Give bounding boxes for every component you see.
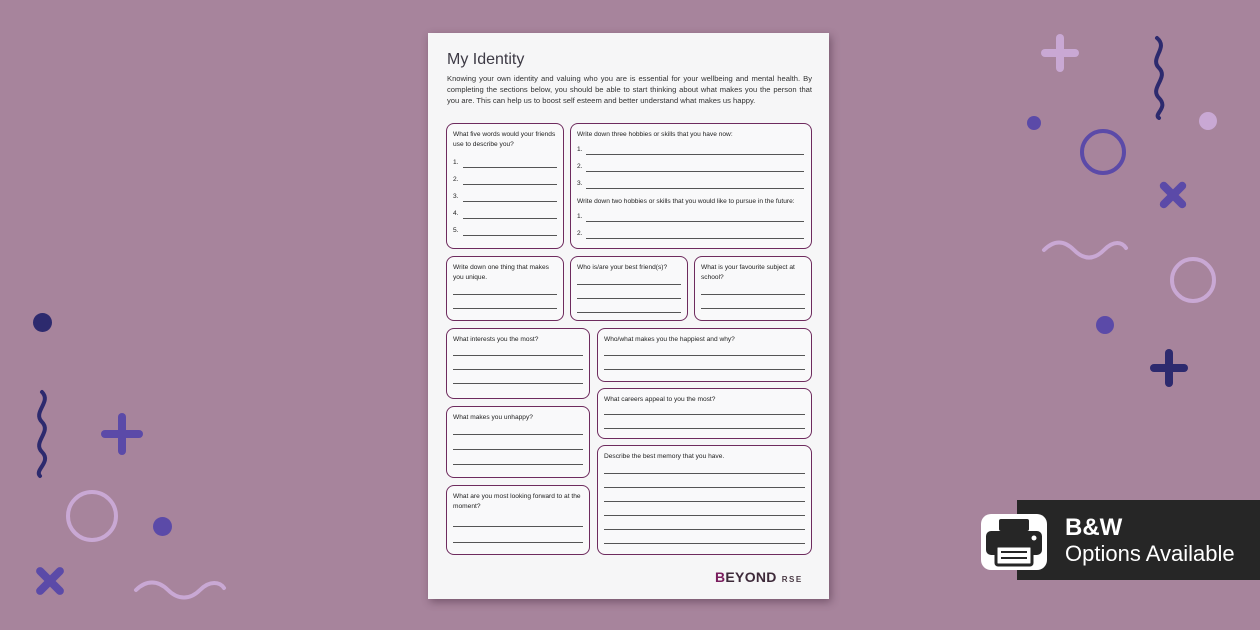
answer-line[interactable] <box>453 383 583 384</box>
question-subject: What is your favourite subject at school? <box>701 264 795 281</box>
decor-plus-shape <box>101 413 143 455</box>
question-five-words: What five words would your friends use to describe you? <box>453 131 556 148</box>
beyond-rse-logo: BEYOND RSE <box>715 569 803 585</box>
answer-line[interactable] <box>453 526 583 527</box>
box-interests <box>446 328 590 399</box>
answer-line[interactable] <box>577 312 681 313</box>
answer-line[interactable] <box>604 487 805 488</box>
answer-line[interactable] <box>453 308 557 309</box>
answer-line[interactable] <box>586 154 804 155</box>
line-number: 5. <box>453 227 459 234</box>
answer-line[interactable] <box>463 201 557 202</box>
decor-squiggle-shape <box>1145 34 1173 120</box>
printer-icon <box>977 510 1051 572</box>
decor-ring-shape <box>1080 129 1126 175</box>
box-five-words <box>446 123 564 249</box>
decor-dot-shape <box>153 517 172 536</box>
answer-line[interactable] <box>604 369 805 370</box>
question-hobbies-now: Write down three hobbies or skills that you have now: <box>577 131 733 138</box>
line-number: 1. <box>577 146 583 153</box>
answer-line[interactable] <box>453 369 583 370</box>
answer-line[interactable] <box>586 171 804 172</box>
decor-wave-shape <box>1040 238 1130 260</box>
line-number: 2. <box>453 176 459 183</box>
answer-line[interactable] <box>604 428 805 429</box>
answer-line[interactable] <box>463 184 557 185</box>
answer-line[interactable] <box>701 308 805 309</box>
answer-line[interactable] <box>453 355 583 356</box>
question-memory: Describe the best memory that you have. <box>604 453 725 460</box>
answer-line[interactable] <box>453 449 583 450</box>
answer-line[interactable] <box>586 238 804 239</box>
answer-line[interactable] <box>604 473 805 474</box>
answer-line[interactable] <box>701 294 805 295</box>
badge-title: B&W <box>1065 514 1123 541</box>
decor-plus-shape <box>1041 34 1079 72</box>
box-best-friend <box>570 256 688 321</box>
answer-line[interactable] <box>453 542 583 543</box>
decor-squiggle-shape <box>28 388 56 480</box>
line-number: 1. <box>453 159 459 166</box>
line-number: 3. <box>577 180 583 187</box>
box-unhappy <box>446 406 590 478</box>
decor-wave-shape <box>132 576 228 600</box>
decor-dot-shape <box>1096 316 1114 334</box>
decor-x-shape <box>33 563 67 599</box>
answer-line[interactable] <box>453 464 583 465</box>
decor-ring-shape <box>66 490 118 542</box>
question-hobbies-future: Write down two hobbies or skills that you would like to pursue in the future: <box>577 198 795 205</box>
box-unique <box>446 256 564 321</box>
line-number: 1. <box>577 213 583 220</box>
answer-line[interactable] <box>463 167 557 168</box>
box-looking-forward <box>446 485 590 555</box>
question-unhappy: What makes you unhappy? <box>453 414 533 421</box>
decor-ring-shape <box>1170 257 1216 303</box>
answer-line[interactable] <box>604 355 805 356</box>
decor-dot-shape <box>1199 112 1217 130</box>
answer-line[interactable] <box>604 543 805 544</box>
question-unique: Write down one thing that makes you unique. <box>453 264 549 281</box>
question-best-friend: Who is/are your best friend(s)? <box>577 264 668 271</box>
answer-line[interactable] <box>577 298 681 299</box>
answer-line[interactable] <box>586 221 804 222</box>
decor-plus-shape <box>1150 349 1188 387</box>
question-happiest: Who/what makes you the happiest and why? <box>604 336 735 343</box>
line-number: 3. <box>453 193 459 200</box>
box-careers <box>597 388 812 439</box>
box-memory <box>597 445 812 555</box>
box-happiest <box>597 328 812 382</box>
worksheet-intro: Knowing your own identity and valuing who you are is essential for your wellbeing and mental health. By completing the sections below, you should be able to start thinking about what makes you the person that you are. This can help us to boost self esteem and better understand what makes us happy. <box>447 74 812 105</box>
question-interests: What interests you the most? <box>453 336 539 343</box>
answer-line[interactable] <box>604 529 805 530</box>
bw-options-badge[interactable] <box>1017 500 1260 580</box>
answer-line[interactable] <box>463 218 557 219</box>
decor-dot-shape <box>33 313 52 332</box>
line-number: 2. <box>577 163 583 170</box>
answer-line[interactable] <box>453 294 557 295</box>
decor-dot-shape <box>1027 116 1041 130</box>
answer-line[interactable] <box>604 515 805 516</box>
line-number: 4. <box>453 210 459 217</box>
decor-x-shape <box>1157 178 1189 212</box>
answer-line[interactable] <box>586 188 804 189</box>
box-hobbies <box>570 123 812 249</box>
answer-line[interactable] <box>453 434 583 435</box>
box-subject <box>694 256 812 321</box>
line-number: 2. <box>577 230 583 237</box>
worksheet <box>428 33 829 599</box>
worksheet-title: My Identity <box>447 51 525 68</box>
answer-line[interactable] <box>604 414 805 415</box>
answer-line[interactable] <box>463 235 557 236</box>
badge-subtitle: Options Available <box>1065 541 1235 566</box>
question-looking-forward: What are you most looking forward to at the moment? <box>453 493 581 510</box>
question-careers: What careers appeal to you the most? <box>604 396 716 403</box>
answer-line[interactable] <box>577 284 681 285</box>
answer-line[interactable] <box>604 501 805 502</box>
